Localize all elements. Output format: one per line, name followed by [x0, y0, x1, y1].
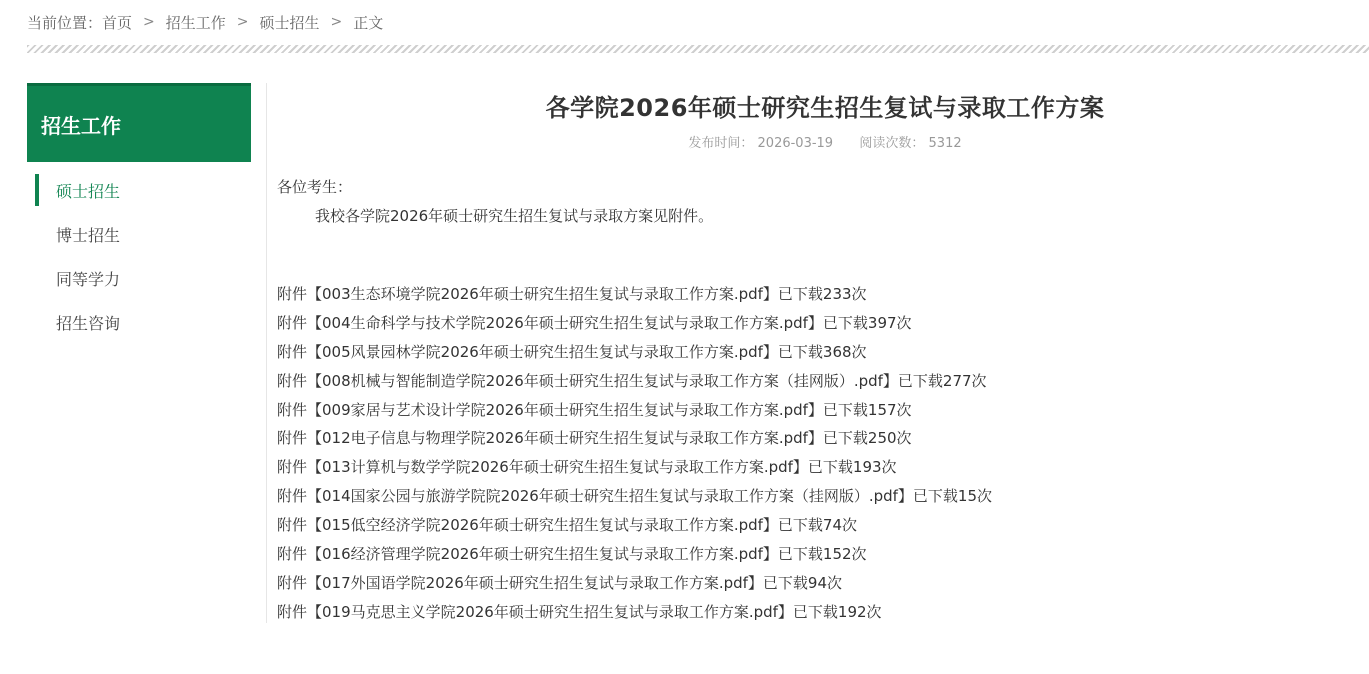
- article-greeting: 各位考生：: [277, 178, 353, 196]
- sidebar: [27, 83, 251, 344]
- attachment-prefix: 附件【: [277, 342, 323, 361]
- attachment-list: [277, 280, 992, 627]
- views-count: 5312: [928, 136, 962, 151]
- hatched-divider: [27, 45, 1369, 53]
- attachment-download-count: 】已下载193次: [792, 458, 897, 477]
- attachment-item: [277, 453, 992, 482]
- attachment-prefix: 附件【: [277, 573, 323, 592]
- attachment-prefix: 附件【: [277, 487, 323, 506]
- sidebar-title: 招生工作: [27, 83, 251, 162]
- article-intro: 我校各学院2026年硕士研究生招生复试与录取方案见附件。: [315, 207, 714, 225]
- attachment-link[interactable]: 012电子信息与物理学院2026年硕士研究生招生复试与录取工作方案.pdf: [322, 429, 808, 448]
- breadcrumb-admissions-link[interactable]: 招生工作: [165, 13, 226, 32]
- attachment-link[interactable]: 013计算机与数学学院2026年硕士研究生招生复试与录取工作方案.pdf: [322, 458, 793, 477]
- article-meta: [277, 132, 1369, 151]
- vertical-divider: [266, 83, 267, 623]
- breadcrumb-home-link[interactable]: 首页: [102, 13, 133, 32]
- attachment-item: [277, 280, 992, 309]
- attachment-link[interactable]: 014国家公园与旅游学院院2026年硕士研究生招生复试与录取工作方案（挂网版）.pdf: [322, 487, 898, 506]
- attachment-prefix: 附件【: [277, 545, 323, 564]
- attachment-download-count: 】已下载192次: [777, 602, 882, 621]
- attachment-item: [277, 598, 992, 627]
- attachment-prefix: 附件【: [277, 458, 323, 477]
- attachment-prefix: 附件【: [277, 371, 323, 390]
- attachment-prefix: 附件【: [277, 602, 323, 621]
- attachment-link[interactable]: 017外国语学院2026年硕士研究生招生复试与录取工作方案.pdf: [322, 573, 748, 592]
- breadcrumb: [27, 10, 383, 34]
- attachment-item: [277, 396, 992, 425]
- attachment-prefix: 附件【: [277, 400, 323, 419]
- attachment-prefix: 附件【: [277, 429, 323, 448]
- attachment-download-count: 】已下载250次: [807, 429, 912, 448]
- attachment-item: [277, 367, 992, 396]
- attachment-link[interactable]: 004生命科学与技术学院2026年硕士研究生招生复试与录取工作方案.pdf: [322, 313, 808, 332]
- attachment-item: [277, 511, 992, 540]
- attachment-prefix: 附件【: [277, 285, 323, 303]
- attachment-item: [277, 482, 992, 511]
- attachment-download-count: 】已下载368次: [762, 342, 867, 361]
- views-label: 阅读次数：: [859, 136, 925, 151]
- attachment-link[interactable]: 005风景园林学院2026年硕士研究生招生复试与录取工作方案.pdf: [322, 342, 763, 361]
- attachment-prefix: 附件【: [277, 313, 323, 332]
- attachment-download-count: 】已下载277次: [882, 371, 987, 390]
- attachment-item: [277, 424, 992, 453]
- attachment-download-count: 】已下载74次: [762, 516, 858, 535]
- publish-date: 2026-03-19: [757, 136, 834, 151]
- attachment-download-count: 】已下载233次: [762, 285, 867, 303]
- attachment-download-count: 】已下载157次: [807, 400, 912, 419]
- attachment-download-count: 】已下载94次: [747, 573, 843, 592]
- sidebar-item-consult[interactable]: 招生咨询: [56, 313, 121, 333]
- attachment-download-count: 】已下载15次: [897, 487, 993, 506]
- sidebar-item-equivalent[interactable]: 同等学力: [56, 269, 121, 289]
- attachment-link[interactable]: 019马克思主义学院2026年硕士研究生招生复试与录取工作方案.pdf: [322, 602, 778, 621]
- breadcrumb-separator: >: [330, 14, 343, 30]
- attachment-download-count: 】已下载397次: [807, 313, 912, 332]
- attachment-link[interactable]: 008机械与智能制造学院2026年硕士研究生招生复试与录取工作方案（挂网版）.pdf: [322, 371, 883, 390]
- attachment-item: [277, 540, 992, 569]
- breadcrumb-current: 正文: [353, 13, 384, 32]
- publish-label: 发布时间：: [688, 136, 754, 151]
- breadcrumb-masters-link[interactable]: 硕士招生: [259, 13, 320, 32]
- attachment-link[interactable]: 009家居与艺术设计学院2026年硕士研究生招生复试与录取工作方案.pdf: [322, 400, 808, 419]
- sidebar-item-masters[interactable]: 硕士招生: [27, 168, 251, 212]
- breadcrumb-label: 当前位置：: [27, 13, 103, 32]
- attachment-item: [277, 338, 992, 367]
- attachment-link[interactable]: 015低空经济学院2026年硕士研究生招生复试与录取工作方案.pdf: [322, 516, 763, 535]
- attachment-link[interactable]: 016经济管理学院2026年硕士研究生招生复试与录取工作方案.pdf: [322, 545, 763, 564]
- attachment-item: [277, 569, 992, 598]
- attachment-prefix: 附件【: [277, 516, 323, 535]
- attachment-download-count: 】已下载152次: [762, 545, 867, 564]
- attachment-item: [277, 309, 992, 338]
- sidebar-item-doctoral[interactable]: 博士招生: [56, 225, 121, 245]
- attachment-link[interactable]: 003生态环境学院2026年硕士研究生招生复试与录取工作方案.pdf: [322, 285, 763, 303]
- article-title: 各学院2026年硕士研究生招生复试与录取工作方案: [545, 94, 1105, 122]
- sidebar-menu: [27, 168, 251, 344]
- breadcrumb-separator: >: [236, 14, 249, 30]
- breadcrumb-separator: >: [143, 14, 155, 30]
